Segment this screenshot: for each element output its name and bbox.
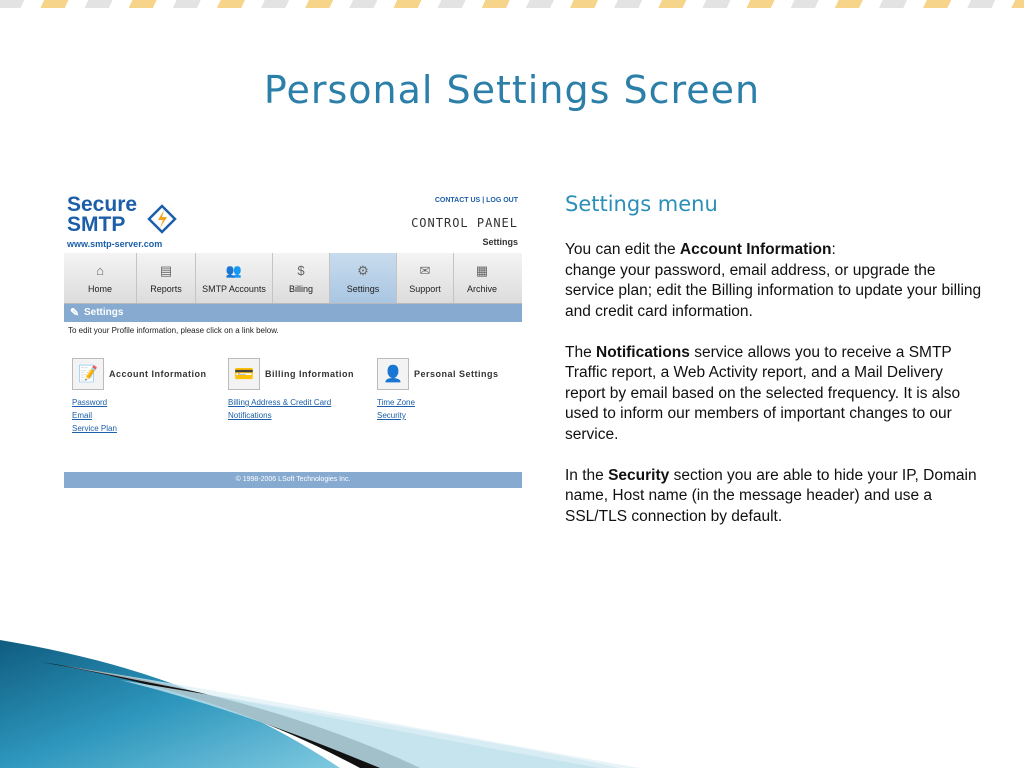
nav-support[interactable] — [397, 253, 454, 303]
nav-archive-label: Archive — [466, 283, 497, 294]
nav-billing-label: Billing — [288, 283, 313, 294]
service-plan-link[interactable]: Service Plan — [72, 424, 117, 433]
control-panel-screenshot — [64, 190, 524, 490]
p3-text-a: In the — [565, 466, 609, 484]
top-links-separator: | — [482, 197, 485, 204]
reports-icon: ▤ — [159, 262, 173, 278]
wrench-icon: ✎ — [70, 307, 80, 319]
settings-menu-panel — [565, 192, 985, 548]
bottom-decorative-swoosh — [0, 640, 1024, 768]
group-title: Personal Settings — [414, 369, 499, 379]
p3-text-c: section you are able to hide your IP, Domain name, Host name (in the message header) and use a SSL/TLS connection by default. — [565, 466, 977, 525]
nav-settings-label: Settings — [346, 283, 380, 294]
slide-title: Personal Settings Screen — [263, 68, 761, 112]
current-page-label: Settings — [482, 237, 518, 247]
time-zone-link[interactable]: Time Zone — [377, 398, 415, 407]
group-links — [377, 398, 415, 424]
paragraph-security — [565, 466, 985, 528]
nav-settings[interactable] — [330, 253, 397, 303]
paragraph-notifications — [565, 343, 985, 446]
settings-section-bar — [64, 304, 522, 322]
nav-support-label: Support — [409, 283, 441, 294]
billing-info-icon: 💳 — [228, 358, 260, 390]
notifications-link[interactable]: Notifications — [228, 411, 272, 420]
contact-us-link[interactable]: CONTACT US — [434, 197, 481, 204]
group-links — [72, 398, 117, 437]
top-links — [435, 197, 518, 204]
nav-archive[interactable] — [454, 253, 510, 303]
logo-url: www.smtp-server.com — [67, 239, 163, 249]
nav-reports[interactable] — [137, 253, 196, 303]
account-info-icon: 📝 — [72, 358, 104, 390]
nav-home-label: Home — [87, 283, 112, 294]
group-title: Billing Information — [265, 369, 354, 379]
nav-reports-label: Reports — [150, 283, 182, 294]
nav-billing[interactable] — [273, 253, 330, 303]
group-links — [228, 398, 331, 424]
p2-text-a: The — [565, 343, 597, 361]
logo-diamond-icon — [147, 204, 177, 234]
p1-text-a: You can edit the — [565, 241, 680, 258]
security-link[interactable]: Security — [377, 411, 406, 420]
billing-icon: $ — [297, 263, 305, 278]
instructions-text: To edit your Profile information, please click on a link below. — [68, 326, 279, 335]
p3-bold: Security — [608, 466, 670, 484]
p1-text-c: : — [831, 241, 836, 258]
nav-smtp-accounts[interactable] — [196, 253, 273, 303]
main-nav — [64, 253, 522, 304]
logo-line2: SMTP — [67, 213, 126, 236]
p1-text-d: change your password, email address, or upgrade the service plan; edit the Billing information to update your billing and credit card information. — [565, 261, 982, 320]
nav-smtp-accounts-label: SMTP Accounts — [202, 283, 266, 294]
group-title: Account Information — [109, 369, 207, 379]
top-decorative-stripe — [0, 0, 1024, 8]
email-link[interactable]: Email — [72, 411, 93, 420]
panel-title: Settings menu — [565, 192, 718, 216]
billing-address-link[interactable]: Billing Address & Credit Card — [228, 398, 332, 407]
logo-line1: Secure — [67, 193, 138, 216]
p2-bold: Notifications — [596, 343, 690, 361]
secure-smtp-logo — [67, 194, 187, 254]
log-out-link[interactable]: LOG OUT — [486, 197, 518, 204]
paragraph-account-information — [565, 240, 985, 322]
password-link[interactable]: Password — [72, 398, 108, 407]
p1-bold: Account Information — [679, 241, 832, 258]
archive-icon: ▦ — [475, 262, 489, 278]
personal-settings-icon: 👤 — [377, 358, 409, 390]
copyright-footer: © 1998-2006 LSoft Technologies Inc. — [64, 472, 522, 488]
section-title: Settings — [84, 307, 124, 318]
settings-icon: ⚙ — [357, 262, 369, 278]
home-icon: ⌂ — [96, 263, 104, 278]
p2-text-c: service allows you to receive a SMTP Traffic report, a Web Activity report, and a Mail Delivery report by email based on the selected frequency. It is also used to inform our members of important changes to our service. — [565, 343, 961, 443]
support-icon: ✉ — [419, 262, 431, 278]
control-panel-title: CONTROL PANEL — [411, 216, 518, 230]
accounts-icon: 👥 — [225, 262, 243, 278]
nav-home[interactable] — [64, 253, 137, 303]
